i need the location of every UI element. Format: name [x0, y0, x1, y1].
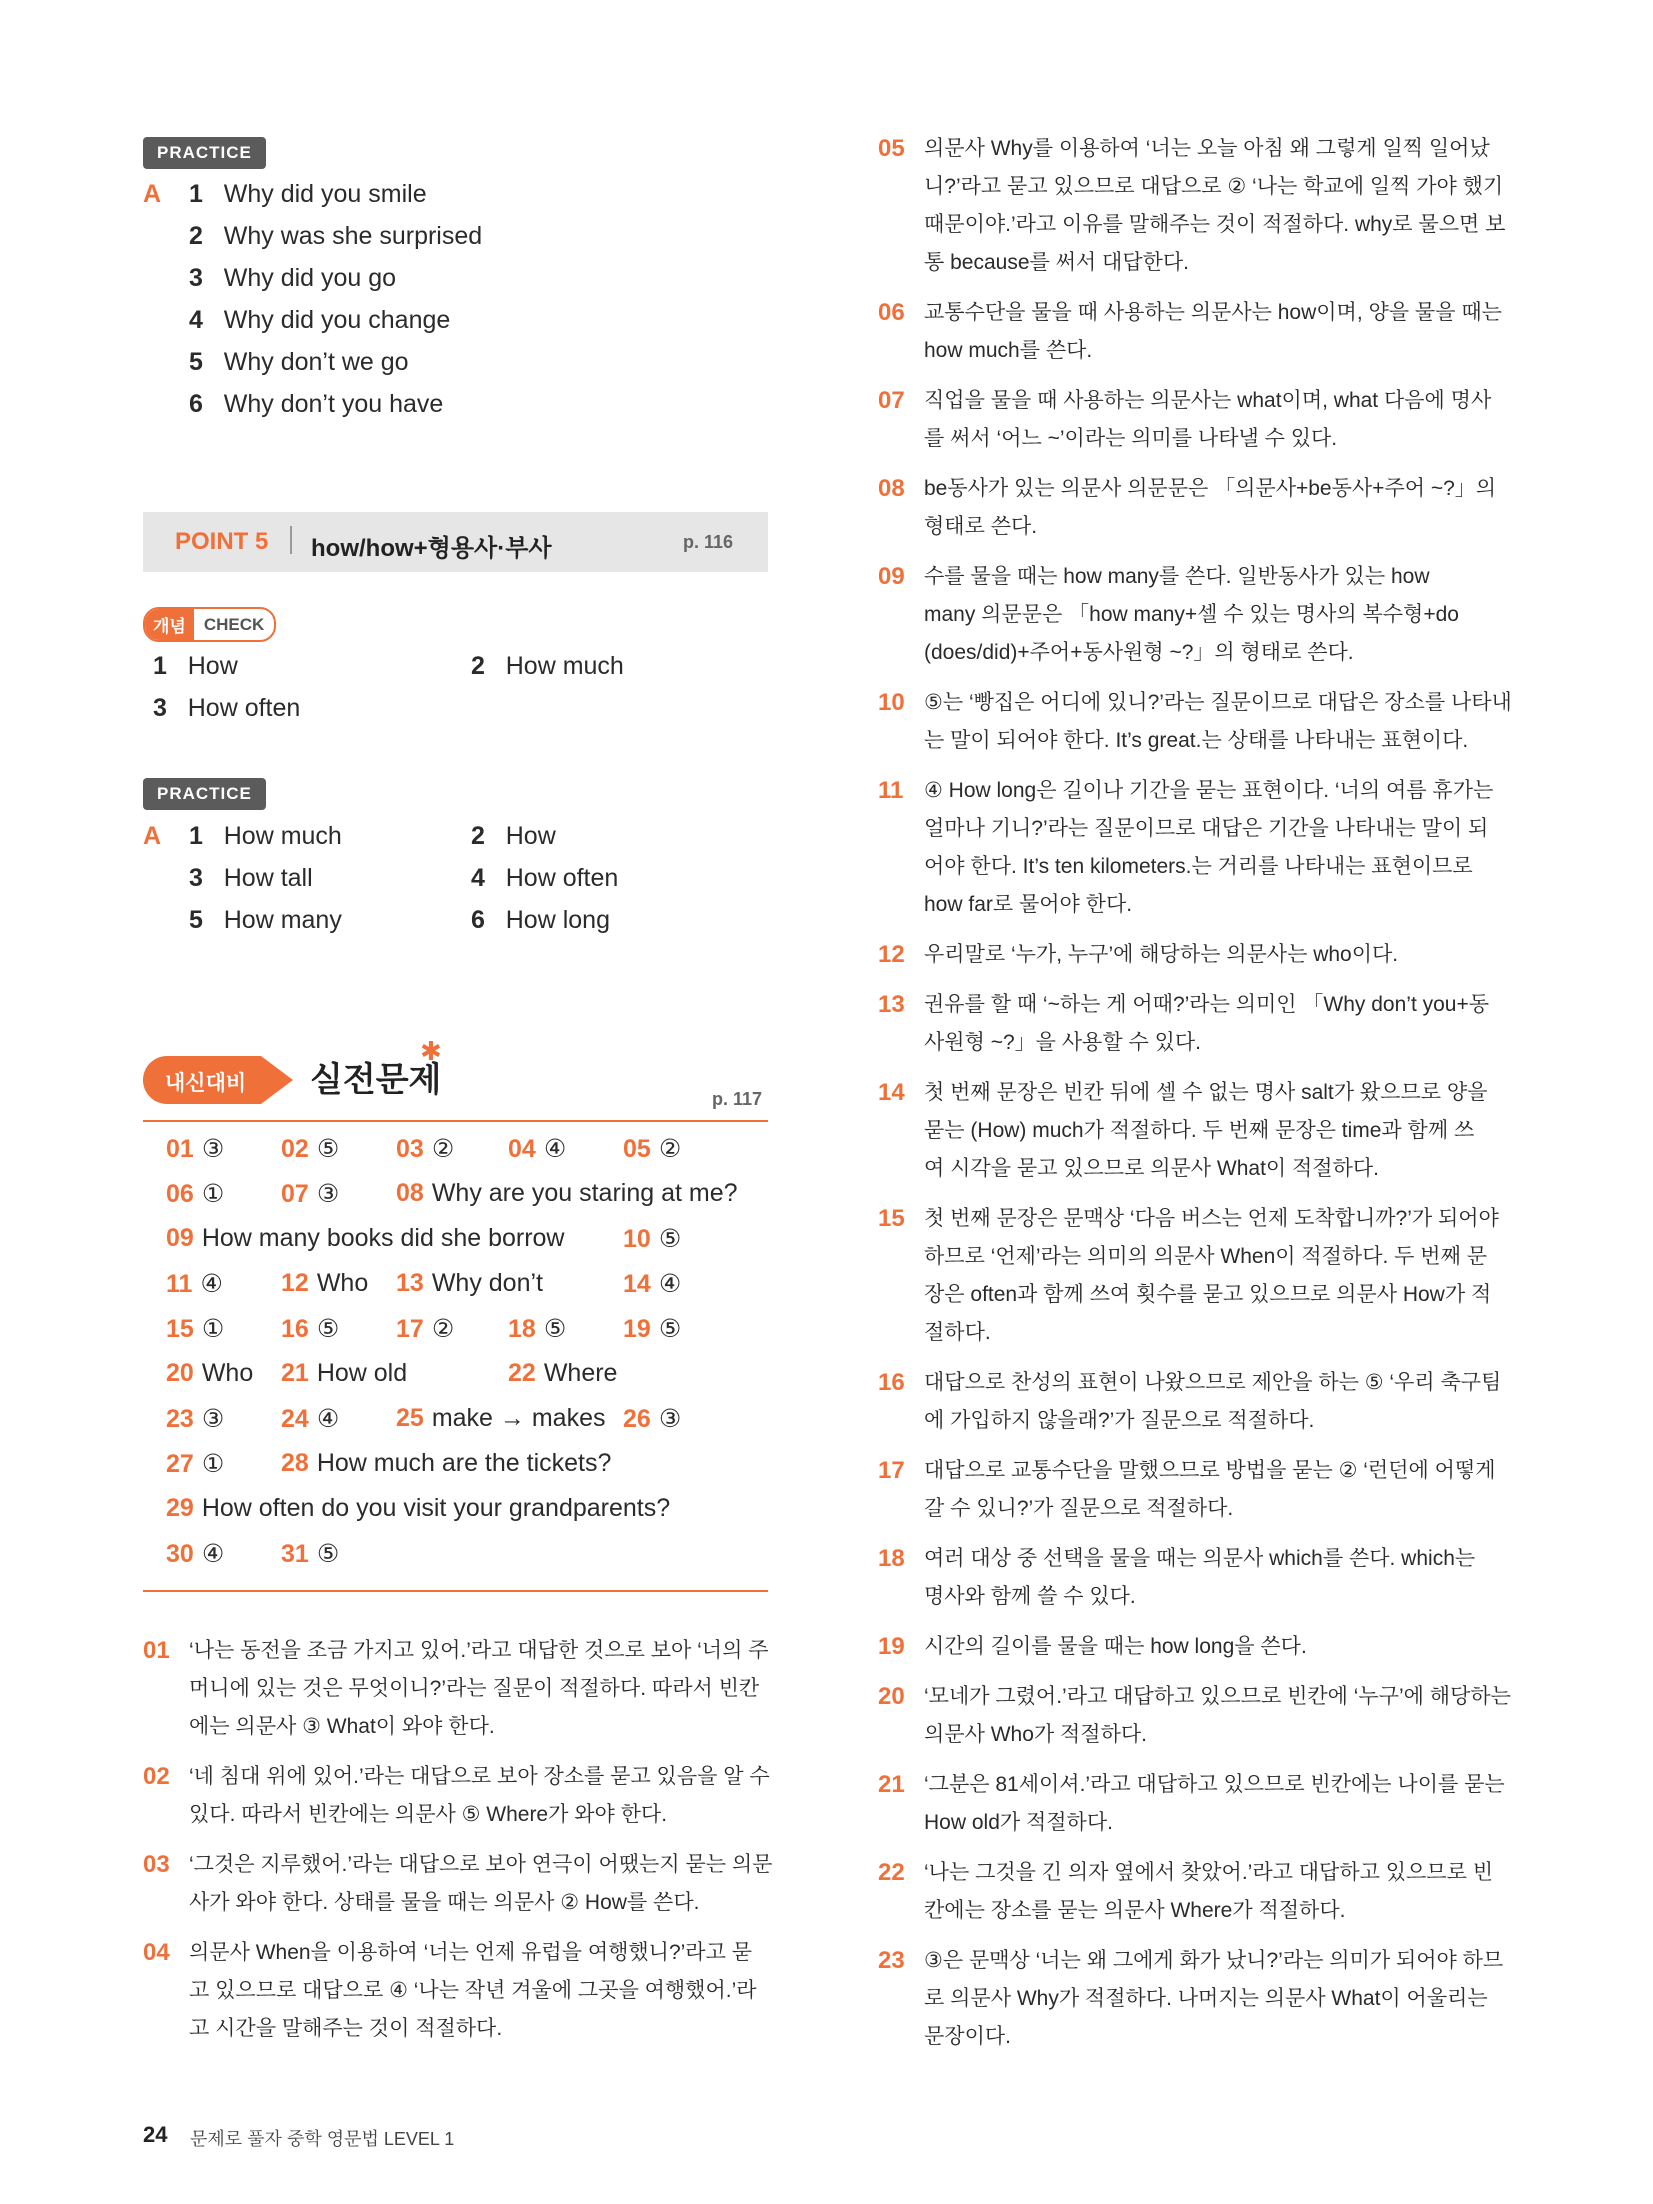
answer-item — [396, 1134, 454, 1164]
explanation-line: 문장이다. — [924, 2025, 1011, 2048]
item-text: Why don’t you have — [223, 390, 444, 418]
explanation-number: 13 — [878, 991, 905, 1018]
explanation-text — [189, 1846, 783, 1922]
point-header — [143, 512, 768, 572]
explanation-item — [878, 1074, 1518, 1188]
explanation-text — [924, 1628, 1518, 1666]
explanation-number: 02 — [143, 1763, 170, 1790]
answer-number: 08 — [396, 1179, 424, 1207]
practice1-item — [189, 222, 482, 251]
explanation-line: ‘나는 동전을 조금 가지고 있어.’라고 대답한 것으로 보아 ‘너의 주 — [189, 1639, 769, 1662]
answer-value: ④ — [316, 1405, 340, 1433]
explanation-number: 10 — [878, 689, 905, 716]
point-divider — [290, 526, 292, 554]
explanation-line: 의문사 Why를 이용하여 ‘너는 오늘 아침 왜 그렇게 일찍 일어났 — [924, 137, 1490, 160]
explanation-text — [924, 470, 1518, 546]
explanation-text — [924, 294, 1518, 370]
explanation-line: 묻는 (How) much가 적절하다. 두 번째 문장은 time과 함께 쓰 — [924, 1119, 1475, 1142]
explanation-line: 에는 의문사 ③ What이 와야 한다. — [189, 1715, 495, 1738]
answer-value: Who — [201, 1359, 254, 1387]
explanation-text — [924, 558, 1518, 672]
answer-value: ⑤ — [658, 1315, 682, 1343]
item-number: 5 — [189, 348, 203, 376]
answer-value: ⑤ — [658, 1225, 682, 1253]
answer-number: 09 — [166, 1224, 194, 1252]
explanation-number: 21 — [878, 1771, 905, 1798]
explanation-line: 우리말로 ‘누가, 누구’에 해당하는 의문사는 who이다. — [924, 943, 1399, 966]
explanation-line: ‘그분은 81세이셔.’라고 대답하고 있으므로 빈칸에는 나이를 묻는 — [924, 1773, 1505, 1796]
practice2-item-1: 1 How much — [189, 822, 342, 850]
answer-value: ② — [431, 1315, 455, 1343]
answer-item — [508, 1359, 617, 1388]
explanation-line: ‘나는 그것을 긴 의자 옆에서 찾았어.’라고 대답하고 있으므로 빈 — [924, 1861, 1493, 1884]
explanation-number: 06 — [878, 299, 905, 326]
answer-item — [166, 1314, 224, 1344]
explanation-line: ‘모네가 그렸어.’라고 대답하고 있으므로 빈칸에 ‘누구’에 해당하는 — [924, 1685, 1511, 1708]
explanation-line: 대답으로 교통수단을 말했으므로 방법을 묻는 ② ‘런던에 어떻게 — [924, 1459, 1496, 1482]
answer-item — [281, 1134, 339, 1164]
answer-number: 11 — [166, 1270, 193, 1298]
practice1-item — [189, 390, 443, 419]
answer-item — [396, 1179, 738, 1208]
check-item-2: 2 How much — [471, 652, 624, 680]
explanation-number: 08 — [878, 475, 905, 502]
answer-item — [281, 1269, 368, 1298]
explanation-line: 의문사 Who가 적절하다. — [924, 1723, 1147, 1746]
explanation-line: how much를 쓴다. — [924, 339, 1093, 362]
explanation-number: 23 — [878, 1947, 905, 1974]
explanation-line: 명사와 함께 쓸 수 있다. — [924, 1585, 1136, 1608]
answer-value: ④ — [543, 1135, 567, 1163]
explanation-item — [878, 1200, 1518, 1352]
explanation-line: 고 시간을 말해주는 것이 적절하다. — [189, 2017, 503, 2040]
explanation-line: 시간의 길이를 물을 때는 how long을 쓴다. — [924, 1635, 1307, 1658]
explanation-line: 머니에 있는 것은 무엇이니?’라는 질문이 적절하다. 따라서 빈칸 — [189, 1677, 760, 1700]
item-number: 3 — [189, 264, 203, 292]
practice1-item — [189, 306, 450, 335]
explanation-item — [143, 1846, 783, 1922]
answer-number: 17 — [396, 1315, 424, 1343]
explanation-text — [189, 1632, 783, 1746]
explanation-text — [924, 1678, 1518, 1754]
explanation-text — [924, 1200, 1518, 1352]
explanation-text — [924, 1364, 1518, 1440]
answer-value: ③ — [201, 1405, 225, 1433]
practice2-item-4: 4 How often — [471, 864, 619, 892]
item-number: 1 — [189, 180, 203, 208]
answer-number: 02 — [281, 1135, 309, 1163]
explanation-line: ③은 문맥상 ‘너는 왜 그에게 화가 났니?’라는 의미가 되어야 하므 — [924, 1949, 1504, 1972]
answer-value: ④ — [658, 1270, 682, 1298]
explanation-text — [924, 1766, 1518, 1842]
answer-value: How many books did she borrow — [201, 1224, 565, 1252]
explanation-number: 12 — [878, 941, 905, 968]
check-item-3: 3 How often — [153, 694, 301, 722]
answer-item — [281, 1314, 339, 1344]
explanation-number: 15 — [878, 1205, 905, 1232]
explanation-item — [878, 1540, 1518, 1616]
explanation-line: 의문사 When을 이용하여 ‘너는 언제 유럽을 여행했니?’라고 묻 — [189, 1941, 753, 1964]
explanation-number: 20 — [878, 1683, 905, 1710]
explanation-item — [878, 130, 1518, 282]
explanation-number: 17 — [878, 1457, 905, 1484]
explanation-item — [878, 1854, 1518, 1930]
explanation-number: 04 — [143, 1939, 170, 1966]
answer-value: Where — [543, 1359, 618, 1387]
explanation-item — [143, 1934, 783, 2048]
explanation-line: 에 가입하지 않을래?’가 질문으로 적절하다. — [924, 1409, 1315, 1432]
explanation-text — [189, 1934, 783, 2048]
explanation-item — [878, 684, 1518, 760]
point-page-ref: p. 116 — [683, 532, 734, 552]
item-text: Why did you go — [223, 264, 397, 292]
answer-value: ① — [201, 1450, 225, 1478]
explanation-line: 여 시각을 묻고 있으므로 의문사 What이 적절하다. — [924, 1157, 1380, 1180]
explanation-line: 권유를 할 때 ‘~하는 게 어때?’라는 의미인 「Why don’t you+동 — [924, 993, 1490, 1016]
answer-number: 15 — [166, 1315, 194, 1343]
exam-badge — [143, 1056, 293, 1104]
explanation-item — [143, 1632, 783, 1746]
answer-item — [281, 1539, 339, 1569]
explanation-text — [189, 1758, 783, 1834]
explanation-number: 01 — [143, 1637, 170, 1664]
explanation-text — [924, 1074, 1518, 1188]
answer-item — [281, 1179, 339, 1209]
explanation-line: how far로 물어야 한다. — [924, 893, 1133, 916]
answer-value: Why are you staring at me? — [431, 1179, 738, 1207]
explanation-line: 장은 often과 함께 쓰여 횟수를 묻고 있으므로 의문사 How가 적 — [924, 1283, 1492, 1306]
explanation-text — [924, 130, 1518, 282]
answer-number: 06 — [166, 1180, 194, 1208]
concept-check-ko: 개념 — [145, 609, 194, 640]
item-number: 6 — [189, 390, 203, 418]
practice1-item — [189, 180, 427, 209]
answer-item — [396, 1269, 543, 1298]
practice2-item-5: 5 How many — [189, 906, 342, 934]
exam-page-ref: p. 117 — [712, 1089, 763, 1109]
explanation-line: 칸에는 장소를 묻는 의문사 Where가 적절하다. — [924, 1899, 1346, 1922]
answer-value: Why don’t — [431, 1269, 543, 1297]
exam-title: 실전문제 — [310, 1061, 442, 1099]
explanation-line: ⑤는 ‘빵집은 어디에 있니?’라는 질문이므로 대답은 장소를 나타내 — [924, 691, 1512, 714]
explanation-line: 있다. 따라서 빈칸에는 의문사 ⑤ Where가 와야 한다. — [189, 1803, 668, 1826]
section-label-2: A — [143, 822, 162, 850]
explanation-text — [924, 1452, 1518, 1528]
answer-item — [166, 1404, 224, 1434]
answer-value: How much are the tickets? — [316, 1449, 612, 1477]
answer-value: ② — [431, 1135, 455, 1163]
answer-number: 21 — [281, 1359, 309, 1387]
explanation-item — [878, 986, 1518, 1062]
answer-number: 13 — [396, 1269, 424, 1297]
answer-number: 26 — [623, 1405, 651, 1433]
explanation-text — [924, 772, 1518, 924]
answer-item — [623, 1269, 681, 1299]
explanation-item — [878, 1678, 1518, 1754]
answer-value: ③ — [316, 1180, 340, 1208]
answer-number: 10 — [623, 1225, 651, 1253]
item-number: 4 — [189, 306, 203, 334]
explanation-number: 05 — [878, 135, 905, 162]
explanation-number: 09 — [878, 563, 905, 590]
answer-item — [166, 1179, 224, 1209]
explanation-line: 고 있으므로 대답으로 ④ ‘나는 작년 겨울에 그곳을 여행했어.’라 — [189, 1979, 757, 2002]
answers-top-rule — [143, 1120, 768, 1122]
explanation-line: ‘네 침대 위에 있어.’라는 대답으로 보아 장소를 묻고 있음을 알 수 — [189, 1765, 770, 1788]
explanation-item — [878, 1942, 1518, 2056]
answer-item — [166, 1449, 224, 1479]
explanation-line: 얼마나 기니?’라는 질문이므로 대답은 기간을 나타내는 말이 되 — [924, 817, 1489, 840]
item-number: 2 — [189, 222, 203, 250]
answer-number: 24 — [281, 1405, 309, 1433]
practice1-item — [189, 348, 409, 377]
explanation-line: 절하다. — [924, 1321, 991, 1344]
practice-badge: PRACTICE — [143, 137, 266, 169]
answer-number: 03 — [396, 1135, 424, 1163]
explanation-line: 어야 한다. It’s ten kilometers.는 거리를 나타내는 표현이므로 — [924, 855, 1473, 878]
practice2-item-3: 3 How tall — [189, 864, 313, 892]
explanation-line: 여러 대상 중 선택을 물을 때는 의문사 which를 쓴다. which는 — [924, 1547, 1476, 1570]
explanation-line: 직업을 물을 때 사용하는 의문사는 what이며, what 다음에 명사 — [924, 389, 1492, 412]
answer-item — [166, 1269, 223, 1299]
answer-number: 19 — [623, 1315, 651, 1343]
explanation-number: 14 — [878, 1079, 905, 1106]
exam-badge-text: 내신대비 — [165, 1072, 247, 1095]
explanation-line: ‘그것은 지루했어.’라는 대답으로 보아 연극이 어땠는지 묻는 의문 — [189, 1853, 773, 1876]
explanation-text — [924, 1540, 1518, 1616]
explanation-item — [878, 470, 1518, 546]
explanation-text — [924, 382, 1518, 458]
answer-number: 30 — [166, 1540, 194, 1568]
answer-value: ④ — [201, 1540, 225, 1568]
answer-number: 31 — [281, 1540, 309, 1568]
answer-value: ① — [201, 1315, 225, 1343]
answer-number: 25 — [396, 1404, 424, 1432]
answer-value: ④ — [200, 1270, 223, 1298]
page-number: 24 — [143, 2122, 168, 2147]
explanation-item — [878, 294, 1518, 370]
answer-value: ⑤ — [543, 1315, 567, 1343]
answer-value: How often do you visit your grandparents? — [201, 1494, 671, 1522]
explanation-number: 11 — [878, 777, 904, 804]
explanation-text — [924, 684, 1518, 760]
practice-badge-2: PRACTICE — [143, 778, 266, 810]
answer-item — [623, 1404, 681, 1434]
answer-number: 05 — [623, 1135, 651, 1163]
answer-number: 12 — [281, 1269, 309, 1297]
explanation-item — [878, 382, 1518, 458]
explanation-line: 대답으로 찬성의 표현이 나왔으므로 제안을 하는 ⑤ ‘우리 축구팀 — [924, 1371, 1502, 1394]
explanation-line: 니?’라고 묻고 있으므로 대답으로 ② ‘나는 학교에 일찍 가야 했기 — [924, 175, 1504, 198]
answer-number: 07 — [281, 1180, 309, 1208]
answer-value: ⑤ — [316, 1135, 340, 1163]
answer-value: make → makes — [431, 1404, 606, 1432]
answer-item — [281, 1449, 611, 1478]
explanation-line: 사가 와야 한다. 상태를 물을 때는 의문사 ② How를 쓴다. — [189, 1891, 700, 1914]
explanation-line: ④ How long은 길이나 기간을 묻는 표현이다. ‘너의 여름 휴가는 — [924, 779, 1494, 802]
explanation-item — [878, 1628, 1518, 1666]
explanation-line: many 의문문은 「how many+셀 수 있는 명사의 복수형+do — [924, 603, 1459, 626]
section-label: A — [143, 180, 162, 208]
explanation-item — [878, 936, 1518, 974]
answer-number: 23 — [166, 1405, 194, 1433]
answer-number: 29 — [166, 1494, 194, 1522]
concept-check-en: CHECK — [203, 614, 265, 634]
explanation-line: 는 말이 되어야 한다. It’s great.는 상태를 나타내는 표현이다. — [924, 729, 1469, 752]
answer-item — [396, 1314, 454, 1344]
practice2-item-2: 2 How — [471, 822, 556, 850]
point-title: how/how+형용사·부사 — [311, 535, 552, 562]
answer-value: ① — [201, 1180, 225, 1208]
check-item-1: 1 How — [153, 652, 238, 680]
explanation-text — [924, 1942, 1518, 2056]
answer-item — [281, 1359, 407, 1388]
answer-item — [166, 1224, 564, 1253]
explanation-text — [924, 986, 1518, 1062]
answer-item — [166, 1134, 224, 1164]
explanation-line: 첫 번째 문장은 문맥상 ‘다음 버스는 언제 도착합니까?’가 되어야 — [924, 1207, 1499, 1230]
answer-item — [396, 1404, 605, 1433]
explanation-item — [878, 772, 1518, 924]
book-title: 문제로 풀자 중학 영문법 LEVEL 1 — [190, 2129, 455, 2149]
answer-value: ③ — [658, 1405, 682, 1433]
answer-number: 28 — [281, 1449, 309, 1477]
item-text: Why did you smile — [223, 180, 427, 208]
answer-item — [623, 1224, 681, 1254]
answer-number: 04 — [508, 1135, 536, 1163]
explanation-number: 16 — [878, 1369, 905, 1396]
explanation-line: 첫 번째 문장은 빈칸 뒤에 셀 수 없는 명사 salt가 왔으므로 양을 — [924, 1081, 1488, 1104]
explanation-item — [878, 558, 1518, 672]
answer-value: Who — [316, 1269, 369, 1297]
answer-item — [623, 1134, 681, 1164]
answer-number: 18 — [508, 1315, 536, 1343]
practice2-item-6: 6 How long — [471, 906, 610, 934]
explanation-line: 수를 물을 때는 how many를 쓴다. 일반동사가 있는 how — [924, 565, 1430, 588]
explanation-item — [143, 1758, 783, 1834]
explanation-line: 형태로 쓴다. — [924, 515, 1038, 538]
answer-value: ⑤ — [316, 1315, 340, 1343]
explanation-item — [878, 1452, 1518, 1528]
answer-item — [166, 1359, 253, 1388]
explanation-line: How old가 적절하다. — [924, 1811, 1113, 1834]
explanation-line: 교통수단을 물을 때 사용하는 의문사는 how이며, 양을 물을 때는 — [924, 301, 1502, 324]
explanation-number: 22 — [878, 1859, 905, 1886]
answer-value: ⑤ — [316, 1540, 340, 1568]
explanation-number: 03 — [143, 1851, 170, 1878]
concept-check-badge — [143, 607, 276, 642]
answer-item — [623, 1314, 681, 1344]
answer-number: 20 — [166, 1359, 194, 1387]
explanation-line: be동사가 있는 의문사 의문문은 「의문사+be동사+주어 ~?」의 — [924, 477, 1497, 500]
explanation-line: 로 의문사 Why가 적절하다. 나머지는 의문사 What이 어울리는 — [924, 1987, 1488, 2010]
explanation-number: 07 — [878, 387, 905, 414]
answer-number: 16 — [281, 1315, 309, 1343]
explanation-item — [878, 1766, 1518, 1842]
answer-item — [166, 1494, 670, 1523]
explanation-item — [878, 1364, 1518, 1440]
answer-number: 22 — [508, 1359, 536, 1387]
answers-bottom-rule — [143, 1590, 768, 1592]
explanation-line: 사원형 ~?」을 사용할 수 있다. — [924, 1031, 1201, 1054]
item-text: Why did you change — [223, 306, 451, 334]
explanation-text — [924, 936, 1518, 974]
answer-item — [166, 1539, 224, 1569]
explanation-line: 때문이야.’라고 이유를 말해주는 것이 적절하다. why로 물으면 보 — [924, 213, 1506, 236]
answer-value: ③ — [201, 1135, 225, 1163]
explanation-line: 갈 수 있니?’가 질문으로 적절하다. — [924, 1497, 1234, 1520]
explanation-line: 하므로 ‘언제’라는 의미의 의문사 When이 적절하다. 두 번째 문 — [924, 1245, 1487, 1268]
answer-value: ② — [658, 1135, 682, 1163]
explanation-text — [924, 1854, 1518, 1930]
answer-value: How old — [316, 1359, 408, 1387]
explanation-number: 18 — [878, 1545, 905, 1572]
answer-item — [281, 1404, 339, 1434]
answer-number: 14 — [623, 1270, 651, 1298]
explanation-line: 통 because를 써서 대답한다. — [924, 251, 1190, 274]
star-icon: ✱ — [420, 1036, 442, 1066]
answer-number: 01 — [166, 1135, 194, 1163]
item-text: Why was she surprised — [223, 222, 483, 250]
answer-item — [508, 1134, 566, 1164]
answer-number: 27 — [166, 1450, 194, 1478]
explanation-line: 를 써서 ‘어느 ~’이라는 의미를 나타낼 수 있다. — [924, 427, 1338, 450]
point-label: POINT 5 — [175, 528, 269, 555]
explanation-line: (does/did)+주어+동사원형 ~?」의 형태로 쓴다. — [924, 641, 1354, 664]
answer-item — [508, 1314, 566, 1344]
item-text: Why don’t we go — [223, 348, 409, 376]
practice1-item — [189, 264, 396, 293]
explanation-number: 19 — [878, 1633, 905, 1660]
